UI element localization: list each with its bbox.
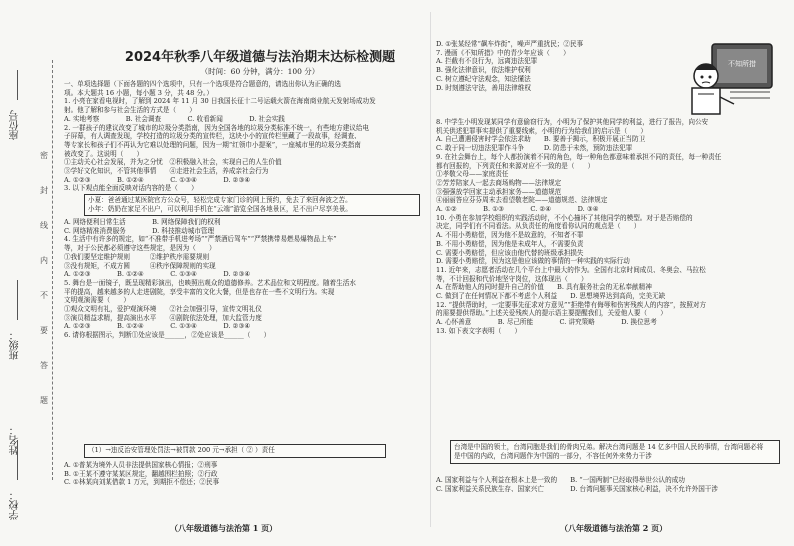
text-line: 射。他了解和参与社会生活的方式是（ ） — [64, 106, 196, 115]
text-line: ③演员精益求精，提高演出水平 ④剧院依法处理，加大监管力度 — [64, 313, 262, 322]
seal-char: 题 — [40, 396, 48, 405]
box-line: （1）→违反治安管理处罚法→被罚款 200 元→承担（ ② ）责任 — [88, 446, 275, 454]
text-line: C. 网络精准消费服务 D. 科技推动城市管理 — [64, 226, 215, 235]
name-label: 姓名： — [10, 425, 21, 455]
text-line: B. 强化法律意识，依法维护权利 — [436, 66, 531, 75]
text-line: 都有回报的，下列责任和来源对应不一致的是（ ） — [436, 161, 595, 170]
text-line: 13. 如下表文字表明（ ） — [436, 326, 522, 335]
text-line: A. 国家利益与个人利益在根本上是一致的 B. “一国两制”已经取得举世公认的成功 — [436, 476, 685, 484]
exam-subtitle: （时间：60 分钟，满分：100 分） — [200, 67, 320, 76]
text-line: ③学好文化知识，不管其他事情 ④走进社会生活，养成亲社会行为 — [64, 167, 269, 176]
seal-char: 线 — [40, 221, 48, 230]
text-line: 5. 舞台是一面镜子，既呈现精彩演出，也映照出观众的道德修养。艺术品位和文明程度。随着生活水 — [64, 278, 356, 287]
class-label: 班级： — [10, 330, 21, 360]
text-line: 项。本大题共 16 小题，每小题 3 分，共 48 分。） — [64, 88, 213, 97]
text-line: ①观众文明有礼，爱护观演环境 ②社会加强引导，宣传文明礼仪 — [64, 305, 262, 314]
right-column-part3 — [436, 476, 781, 493]
class-line — [17, 280, 18, 320]
text-line: 1. 小亮在家看电视时，了解到 2024 年 11 月 30 日我国长征十二号运载火箭在海南商业航天发射场成功发 — [64, 97, 376, 106]
text-line: ③强强放学回家主动承担家务——道德规范 — [436, 187, 562, 196]
seal-dashed-line — [52, 60, 53, 480]
text-line: C. 敢于同一切违法犯罪作斗争 D. 防患于未然，预防违法犯罪 — [436, 144, 633, 153]
text-line: D. 时刻遵法守法，善用法律维权 — [436, 83, 531, 92]
page-divider — [430, 12, 431, 527]
box-line: 小年：奶奶在家足不出户，可以利用手机在“云端”游览全国各地景区，足不出户尽享美景。 — [88, 205, 352, 213]
binding-strip — [0, 0, 60, 546]
text-line: 一、单项选择题（下面各题的四个选项中，只有一个选项是符合题意的，请选出你认为正确的选 — [64, 80, 341, 88]
text-line: 等，对于公民都必须遵守这些规定，是因为（ ） — [64, 244, 216, 253]
text-line: 6. 请你根据图示，判断①处应该是______，②处应该是______（ ） — [64, 331, 271, 340]
exam-title: 2024年秋季八年级道德与法治期末达标检测题 — [124, 50, 396, 65]
left-column-part1 — [64, 80, 424, 193]
text-line: A. ①②③ B. ①②④ C. ①③④ D. ②③④ — [64, 175, 251, 184]
q6-flow-box — [84, 444, 386, 458]
text-line: ②芳芳陪家人一起去商场购物——法律规定 — [436, 178, 562, 187]
text-line: C. 做到了在任何情况下都不考虑个人利益 D. 思想境界达到高尚，完美无缺 — [436, 292, 666, 301]
text-line: 7. 漫画《不知所措》中的青少年应该（ ） — [436, 48, 570, 57]
seal-char: 内 — [40, 256, 48, 265]
text-line: ③没有规矩，不成方圆 ④秩序保障规则的实现 — [64, 261, 216, 270]
text-line: 决定，同学们有不同看法。从负责任的角度看你认同的观点是（ ） — [436, 222, 641, 231]
text-line: A. 实地考察 B. 社会调查 C. 收看新闻 D. 社会实践 — [64, 114, 285, 123]
text-line: 12. “提供帮助时，一定要事先征求对方意见”“拒绝带有侮辱和伤害残疾人的内容”，按照对方 — [436, 300, 707, 309]
text-line: B. ①王某不遵守某某区规定，翻越围栏拍照；②行政 — [64, 469, 218, 478]
text-line: C. 国家利益关系民族生存、国家兴亡 D. 台湾问题事关国家核心利益，决不允许外国干涉 — [436, 484, 718, 493]
text-line: 11. 近年来，志愿者活动在几个平台上中最大的作为。全国有北京时间成员、冬奥会、马拉松 — [436, 265, 706, 274]
text-line: 9. 在社会舞台上，每个人都扮演着不同的角色，每一种角色都意味着承担不同的责任，每一种责任 — [436, 152, 722, 161]
text-line: 被改变了。这说明（ ） — [64, 149, 144, 158]
text-line: ①我们要坚定维护规则 ②维护秩序需要规则 — [64, 252, 210, 261]
text-line: 10. 小勇在参加学校组织的实践活动时，不小心撞坏了其他同学的模型。对于是否赔偿的 — [436, 213, 693, 222]
text-line: 的需要提供帮助。”上述关爱残疾人的提示语主要提醒我们，关爱他人要（ ） — [436, 309, 667, 318]
left-column-part3 — [64, 461, 424, 487]
text-line: A. ①②③ B. ①②④ C. ①③④ D. ②③④ — [64, 270, 251, 279]
seal-char: 密 — [40, 151, 48, 160]
seal-char: 要 — [40, 326, 48, 335]
cartoon-illustration — [684, 42, 776, 116]
q13-text-box — [450, 440, 780, 464]
text-line: A. ①普某为境外人员非法提供国家核心情报；②刑事 — [64, 461, 218, 469]
text-line: 8. 中学生小明发现某同学有意偷窃行为，小明为了保护其他同学的利益，进行了报告，向公安 — [436, 118, 709, 126]
box-line: 小夏：爸爸通过某医院官方公众号，轻松完成专家门诊的网上预约，免去了来回奔波之苦。 — [88, 196, 352, 204]
text-line: A. 心怀善意 B. 尽己所能 C. 讲究策略 D. 换位思考 — [436, 318, 657, 327]
text-line: 2. 一群孩子的建议改变了城市的垃圾分类指南，因为全国各地的垃圾分类标准不统一，有些地方建议给电 — [64, 123, 370, 132]
text-line: A. ①②③ B. ①②④ C. ①③④ D. ②③④ — [64, 322, 251, 331]
text-line: 子屏幕，有人调查发现，学校打造的垃圾分类的宣传栏，这块小小的宣传栏里藏了一段故事，经调查、 — [64, 132, 361, 141]
footer-page-1: （八年级道德与法治第 1 页） — [170, 523, 278, 533]
text-line: 机关供述犯罪事实提供了重要线索，小明的行为给我们的启示是（ ） — [436, 126, 647, 135]
text-line: 等专家长和孩子们不再认为它难以处理的问题，因为一期“红领巾小提案”，一座城市里的垃圾分类指南 — [64, 140, 361, 149]
text-line: ④丽丽答应芬芬周末去看望敬老院——道德规范、法律规定 — [436, 196, 608, 205]
text-line: C. 树立遵纪守法观念，知法懂法 — [436, 74, 531, 83]
seat-number-line — [17, 70, 18, 100]
footer-page-2: （八年级道德与法治第 2 页） — [560, 523, 668, 533]
text-line: A. 拦截有不良行为，远离违法犯罪 — [436, 57, 538, 66]
text-line: A. ①② B. ①③ C. ②④ D. ③④ — [436, 205, 599, 214]
text-line: D. 需要小勇赔偿，因为这是他应该做的事情的一种实践的实际行动 — [436, 257, 630, 266]
seal-char: 封 — [40, 186, 48, 195]
q3-dialogue-box — [84, 194, 420, 216]
school-label: 学校： — [10, 490, 21, 520]
seat-number-label: 座位号 — [10, 110, 21, 140]
seal-char: 答 — [40, 361, 48, 370]
text-line: 文明观演需要（ ） — [64, 296, 130, 305]
text-line: 4. 生活中有许多的规定，如“不准带手机进考场”“严禁酒后驾车”“严禁携带易燃易爆物品上车” — [64, 235, 337, 244]
left-column-part2 — [64, 218, 424, 340]
school-line — [17, 440, 18, 480]
text-line: A. 自己遭遇侵害时学会依法求助 B. 要善于揭示，积极开展正当防卫 — [436, 135, 646, 144]
text-line: 等，不计回报和代价地坚守岗位，这体现出（ ） — [436, 274, 588, 283]
right-column-part2 — [436, 118, 781, 336]
cartoon-caption: 不知所措 — [728, 60, 756, 68]
text-line: 3. 以下观点能全面反映对话内容的是（ ） — [64, 184, 198, 193]
box-line: 是中国的内政，台湾问题作为中国的一部分，不容任何外来势力干涉 — [454, 452, 652, 460]
text-line: A. 在帮助他人的同时提升自己的价值 B. 具有服务社会的无私奉献精神 — [436, 283, 652, 292]
text-line: 平的提高，越来越多的人走进剧院，享受丰富的文化大餐，但是也存在一些不文明行为。实现 — [64, 287, 335, 296]
text-line: A. 不用小勇赔偿，因为他不是故意的，不知者不罪 — [436, 231, 584, 240]
text-line: A. 网络便利日常生活 B. 网络保障我们的权利 — [64, 218, 221, 226]
seal-char: 不 — [40, 291, 48, 300]
text-line: ①主动关心社会发展，并为之分忧 ②积极融入社会，实现自己的人生价值 — [64, 158, 282, 167]
text-line: C. ①林某向刘某借款 1 万元，到期拒不偿还；②民事 — [64, 478, 220, 487]
text-line: C. 需要小勇赔偿，但应该由他代替的班级承担损失 — [436, 248, 584, 257]
text-line: D. ①张某经常“飙车炸街”，噪声严重扰民；②民事 — [436, 40, 584, 48]
box-line: 台湾是中国的领土，台湾同胞是我们的骨肉兄弟。解决台湾问题是 14 亿多中国人民的事情，台湾问题必将 — [454, 443, 764, 451]
text-line: B. 不用小勇赔偿，因为他是未成年人，不需要负责 — [436, 239, 584, 248]
text-line: ①孝敬父母——家庭责任 — [436, 170, 509, 179]
